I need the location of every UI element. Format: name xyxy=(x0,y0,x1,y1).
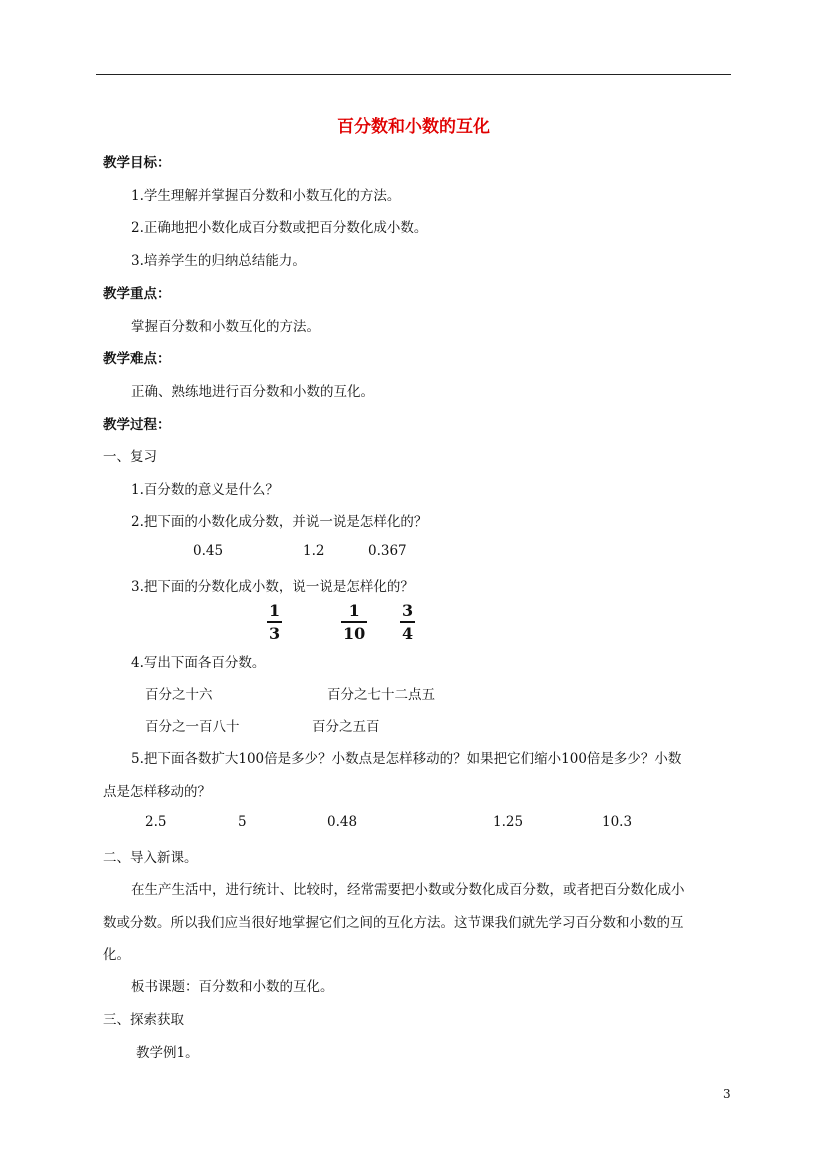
fraction xyxy=(341,602,367,642)
fraction-denominator: 4 xyxy=(402,623,414,643)
percent-words: 百分之七十二点五 xyxy=(327,687,435,703)
goal-item-2: 2.正确地把小数化成百分数或把百分数化成小数。 xyxy=(131,220,428,236)
review-heading: 一、复习 xyxy=(103,449,157,465)
scale-number: 10.3 xyxy=(602,814,633,830)
review-question-5-line-1: 5.把下面各数扩大100倍是多少？小数点是怎样移动的？如果把它们缩小100倍是多少？小数 xyxy=(131,751,682,767)
percent-words: 百分之一百八十 xyxy=(145,719,240,735)
goal-item-1: 1.学生理解并掌握百分数和小数互化的方法。 xyxy=(131,188,401,204)
review-question-5-line-2: 点是怎样移动的？ xyxy=(103,784,211,800)
scale-number: 5 xyxy=(238,814,247,830)
difficulty-heading: 教学难点： xyxy=(103,351,171,367)
focus-heading: 教学重点： xyxy=(103,286,171,302)
fraction xyxy=(267,602,282,642)
intro-heading: 二、导入新课。 xyxy=(103,850,198,866)
scale-number: 0.48 xyxy=(327,814,358,830)
scale-number: 2.5 xyxy=(145,814,167,830)
fraction-denominator: 10 xyxy=(343,623,366,643)
fraction xyxy=(400,602,415,642)
fraction-bar xyxy=(341,621,367,623)
process-heading: 教学过程： xyxy=(103,417,171,433)
header-rule xyxy=(96,74,731,75)
explore-example: 教学例1。 xyxy=(136,1045,199,1061)
board-title: 板书课题：百分数和小数的互化。 xyxy=(131,979,334,995)
decimal-number: 0.367 xyxy=(368,543,407,559)
review-question-4: 4.写出下面各百分数。 xyxy=(131,655,266,671)
percent-words: 百分之五百 xyxy=(312,719,380,735)
percent-words: 百分之十六 xyxy=(145,687,213,703)
difficulty-text: 正确、熟练地进行百分数和小数的互化。 xyxy=(131,384,374,400)
goals-heading: 教学目标： xyxy=(103,155,171,171)
review-question-1: 1.百分数的意义是什么？ xyxy=(131,482,279,498)
fraction-bar xyxy=(267,621,282,623)
intro-paragraph-line-1: 在生产生活中，进行统计、比较时，经常需要把小数或分数化成百分数，或者把百分数化成小 xyxy=(131,882,685,898)
fraction-numerator: 1 xyxy=(348,601,360,620)
review-question-2: 2.把下面的小数化成分数，并说一说是怎样化的？ xyxy=(131,514,428,530)
intro-paragraph-line-2: 数或分数。所以我们应当很好地掌握它们之间的互化方法。这节课我们就先学习百分数和小数的互 xyxy=(103,915,684,931)
explore-heading: 三、探索获取 xyxy=(103,1012,184,1028)
page-number: 3 xyxy=(723,1087,731,1101)
fraction-numerator: 1 xyxy=(269,601,281,620)
decimal-number: 0.45 xyxy=(193,543,224,559)
review-question-3: 3.把下面的分数化成小数，说一说是怎样化的？ xyxy=(131,579,414,595)
page-title: 百分数和小数的互化 xyxy=(337,117,490,137)
fraction-bar xyxy=(400,621,415,623)
fraction-numerator: 3 xyxy=(402,601,414,620)
decimal-number: 1.2 xyxy=(303,543,325,559)
intro-paragraph-line-3: 化。 xyxy=(103,947,130,963)
fraction-denominator: 3 xyxy=(269,623,281,643)
goal-item-3: 3.培养学生的归纳总结能力。 xyxy=(131,253,306,269)
scale-number: 1.25 xyxy=(493,814,524,830)
focus-text: 掌握百分数和小数互化的方法。 xyxy=(131,319,320,335)
